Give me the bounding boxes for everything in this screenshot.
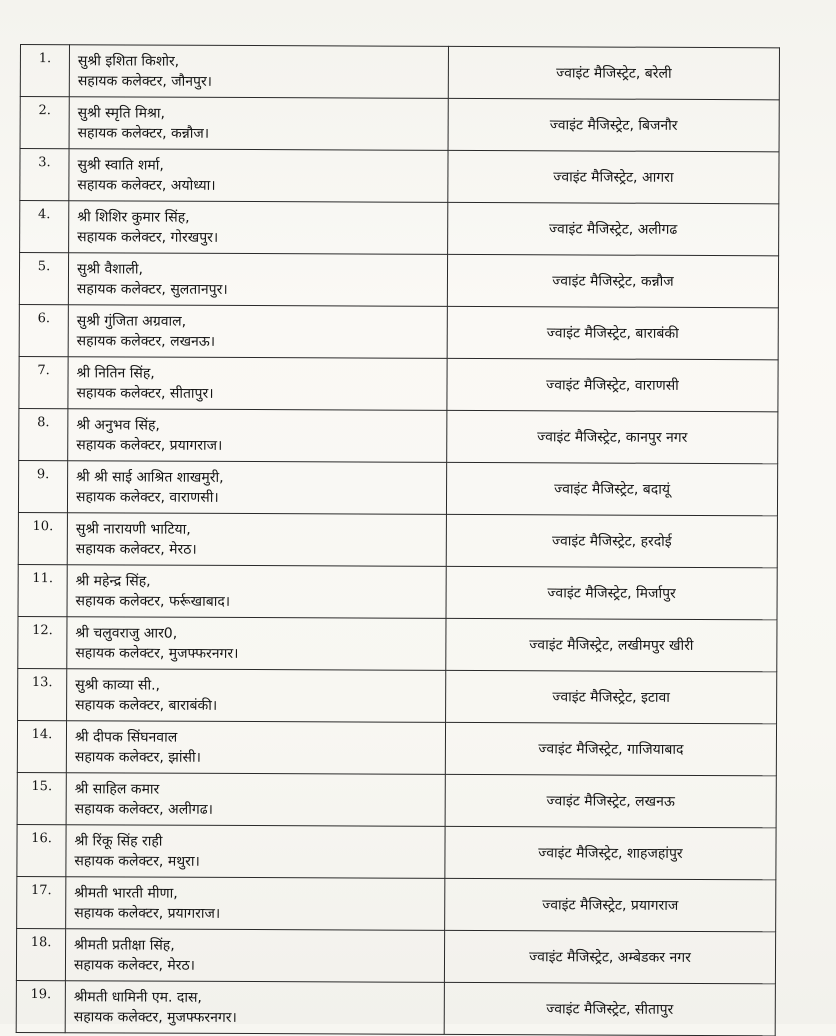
serial-number: 3. <box>20 149 69 201</box>
present-post: सहायक कलेक्टर, अयोध्या। <box>77 176 216 194</box>
new-posting: ज्वाइंट मैजिस्ट्रेट, कन्नौज <box>447 254 778 307</box>
serial-number: 8. <box>19 408 68 460</box>
present-post: सहायक कलेक्टर, कन्नौज। <box>77 124 210 142</box>
officer-name: श्रीमती भारती मीणा, <box>74 884 178 902</box>
new-posting: ज्वाइंट मैजिस्ट्रेट, अलीगढ <box>448 202 779 255</box>
serial-number: 15. <box>17 772 66 824</box>
new-posting: ज्वाइंट मैजिस्ट्रेट, बदायूं <box>446 462 777 515</box>
present-post: सहायक कलेक्टर, मेरठ। <box>73 956 195 974</box>
officer-cell <box>69 97 448 151</box>
officer-cell <box>66 877 445 931</box>
present-post: सहायक कलेक्टर, गोरखपुर। <box>77 228 219 246</box>
officer-name: सुश्री वैशाली, <box>76 260 144 278</box>
officer-name: श्री चलुवराजु आर0, <box>75 624 178 642</box>
serial-number: 19. <box>16 980 65 1032</box>
officer-cell <box>67 669 446 723</box>
serial-number: 5. <box>19 253 68 305</box>
officer-name: श्रीमती धामिनी एम. दास, <box>73 988 202 1006</box>
serial-number: 4. <box>20 201 69 253</box>
present-post: सहायक कलेक्टर, जौनपुर। <box>77 72 213 90</box>
table-row <box>17 720 776 775</box>
table-row <box>19 253 778 308</box>
new-posting: ज्वाइंट मैजिस्ट्रेट, आगरा <box>448 150 779 203</box>
officer-name: श्री रिंकू सिंह राही <box>74 832 163 850</box>
serial-number: 2. <box>20 97 69 149</box>
serial-number: 14. <box>17 720 66 772</box>
new-posting: ज्वाइंट मैजिस्ट्रेट, कानपुर नगर <box>447 410 778 463</box>
table-row <box>16 928 775 983</box>
table-row <box>20 45 779 100</box>
new-posting: ज्वाइंट मैजिस्ट्रेट, गाजियाबाद <box>445 722 776 775</box>
present-post: सहायक कलेक्टर, सुलतानपुर। <box>76 280 228 298</box>
serial-number: 7. <box>19 356 68 408</box>
new-posting: ज्वाइंट मैजिस्ट्रेट, बिजनौर <box>448 98 779 151</box>
table-row <box>20 97 779 152</box>
officer-name: श्री दीपक सिंघनवाल <box>74 728 178 746</box>
new-posting: ज्वाइंट मैजिस्ट्रेट, अम्बेडकर नगर <box>444 930 775 983</box>
table-row <box>18 564 777 619</box>
serial-number: 1. <box>20 45 69 97</box>
officer-cell <box>69 45 448 99</box>
present-post: सहायक कलेक्टर, अलीगढ। <box>74 800 213 818</box>
officer-name: सुश्री गुंजिता अग्रवाल, <box>76 312 187 330</box>
officer-name: श्री महेन्द्र सिंह, <box>75 572 151 590</box>
serial-number: 11. <box>18 564 67 616</box>
present-post: सहायक कलेक्टर, प्रयागराज। <box>76 436 223 454</box>
officer-name: श्री अनुभव सिंह, <box>76 416 160 434</box>
officer-cell <box>66 825 445 879</box>
serial-number: 18. <box>16 928 65 980</box>
table-row <box>18 616 777 671</box>
table-row <box>19 356 778 411</box>
officer-cell <box>69 201 448 255</box>
table-row <box>19 408 778 463</box>
officer-cell <box>67 617 446 671</box>
serial-number: 9. <box>18 460 67 512</box>
officer-cell <box>68 305 447 359</box>
new-posting: ज्वाइंट मैजिस्ट्रेट, मिर्जापुर <box>446 566 777 619</box>
officer-name: श्री शिशिर कुमार सिंह, <box>77 208 190 226</box>
present-post: सहायक कलेक्टर, फर्रूखाबाद। <box>75 592 231 610</box>
present-post: सहायक कलेक्टर, मथुरा। <box>74 852 200 870</box>
present-post: सहायक कलेक्टर, बाराबंकी। <box>75 696 218 714</box>
table-row <box>18 460 777 515</box>
table-row <box>20 149 779 204</box>
new-posting: ज्वाइंट मैजिस्ट्रेट, हरदोई <box>446 514 777 567</box>
table-row <box>17 772 776 827</box>
officer-cell <box>67 461 446 515</box>
officer-cell <box>65 981 444 1035</box>
present-post: सहायक कलेक्टर, मुजफ्फरनगर। <box>73 1008 237 1026</box>
officer-cell <box>68 409 447 463</box>
officer-cell <box>67 513 446 567</box>
present-post: सहायक कलेक्टर, वाराणसी। <box>75 488 219 506</box>
new-posting: ज्वाइंट मैजिस्ट्रेट, शाहजहांपुर <box>445 826 776 879</box>
present-post: सहायक कलेक्टर, प्रयागराज। <box>74 904 221 922</box>
officer-cell <box>65 929 444 983</box>
present-post: सहायक कलेक्टर, झांसी। <box>74 748 201 766</box>
officer-name: सुश्री नारायणी भाटिया, <box>75 520 191 538</box>
table-row <box>17 876 776 931</box>
officer-name: सुश्री स्मृति मिश्रा, <box>77 104 166 122</box>
new-posting: ज्वाइंट मैजिस्ट्रेट, सीतापुर <box>444 982 775 1035</box>
serial-number: 17. <box>17 876 66 928</box>
table-row <box>18 668 777 723</box>
new-posting: ज्वाइंट मैजिस्ट्रेट, लखीमपुर खीरी <box>446 618 777 671</box>
officer-cell <box>66 721 445 775</box>
serial-number: 10. <box>18 512 67 564</box>
serial-number: 12. <box>18 616 67 668</box>
new-posting: ज्वाइंट मैजिस्ट्रेट, वाराणसी <box>447 358 778 411</box>
officer-name: सुश्री स्वाति शर्मा, <box>77 156 164 174</box>
new-posting: ज्वाइंट मैजिस्ट्रेट, प्रयागराज <box>445 878 776 931</box>
officer-name: श्री साहिल कमार <box>74 780 160 798</box>
new-posting: ज्वाइंट मैजिस्ट्रेट, लखनऊ <box>445 774 776 827</box>
new-posting: ज्वाइंट मैजिस्ट्रेट, बरेली <box>448 46 779 99</box>
new-posting: ज्वाइंट मैजिस्ट्रेट, इटावा <box>446 670 777 723</box>
serial-number: 16. <box>17 824 66 876</box>
table-row <box>19 304 778 359</box>
present-post: सहायक कलेक्टर, मेरठ। <box>75 540 197 558</box>
posting-table-body <box>16 45 779 1036</box>
officer-cell <box>66 773 445 827</box>
table-row <box>18 512 777 567</box>
present-post: सहायक कलेक्टर, सीतापुर। <box>76 384 214 402</box>
table-row <box>20 201 779 256</box>
officer-cell <box>68 253 447 307</box>
officer-cell <box>67 565 446 619</box>
officer-name: श्री श्री साई आश्रित शाखमुरी, <box>76 468 224 486</box>
officer-name: श्रीमती प्रतीक्षा सिंह, <box>74 936 175 954</box>
new-posting: ज्वाइंट मैजिस्ट्रेट, बाराबंकी <box>447 306 778 359</box>
officer-name: सुश्री इशिता किशोर, <box>77 52 180 70</box>
posting-table <box>16 44 780 1036</box>
officer-cell <box>68 357 447 411</box>
serial-number: 13. <box>18 668 67 720</box>
officer-name: सुश्री काव्या सी., <box>75 676 161 694</box>
table-row <box>17 824 776 879</box>
present-post: सहायक कलेक्टर, मुजफ्फरनगर। <box>75 644 239 662</box>
officer-name: श्री नितिन सिंह, <box>76 364 155 382</box>
serial-number: 6. <box>19 304 68 356</box>
present-post: सहायक कलेक्टर, लखनऊ। <box>76 332 216 350</box>
table-row <box>16 980 775 1035</box>
officer-cell <box>69 149 448 203</box>
